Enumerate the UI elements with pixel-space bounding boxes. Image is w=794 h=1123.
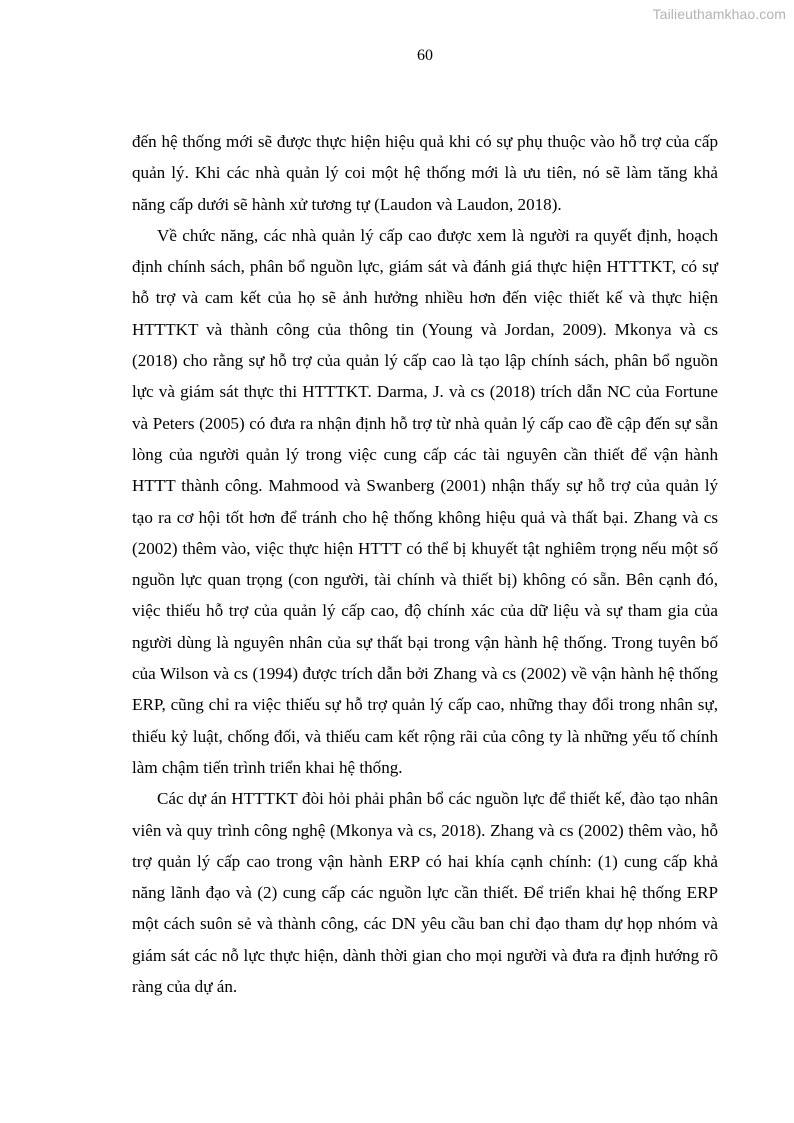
watermark: Tailieuthamkhao.com bbox=[652, 6, 786, 22]
page-number: 60 bbox=[417, 47, 433, 64]
paragraph-1: đến hệ thống mới sẽ được thực hiện hiệu quả khi có sự phụ thuộc vào hỗ trợ của cấp quản lý. Khi các nhà quản lý coi một hệ thống mới là ưu tiên, nó sẽ làm tăng khả năng cấp dưới sẽ hành xử tương tự (Laudon và Laudon, 2018). bbox=[132, 132, 718, 214]
paragraph-3: Các dự án HTTTKT đòi hỏi phải phân bổ các nguồn lực để thiết kế, đào tạo nhân viên và quy trình công nghệ (Mkonya và cs, 2018). Zhang và cs (2002) thêm vào, hỗ trợ quản lý cấp cao trong vận hành ERP có hai khía cạnh chính: (1) cung cấp khả năng lãnh đạo và (2) cung cấp các nguồn lực cần thiết. Để triển khai hệ thống ERP một cách suôn sẻ và thành công, các DN yêu cầu ban chỉ đạo tham dự họp nhóm và giám sát các nỗ lực thực hiện, dành thời gian cho mọi người và đưa ra định hướng rõ ràng của dự án. bbox=[132, 789, 718, 997]
document-body bbox=[132, 126, 718, 1002]
paragraph-2: Về chức năng, các nhà quản lý cấp cao được xem là người ra quyết định, hoạch định chính sách, phân bổ nguồn lực, giám sát và đánh giá thực hiện HTTTKT, có sự hỗ trợ và cam kết của họ sẽ ảnh hưởng nhiều hơn đến việc thiết kế và thực hiện HTTTKT và thành công của thông tin (Young và Jordan, 2009). Mkonya và cs (2018) cho rằng sự hỗ trợ của quản lý cấp cao là tạo lập chính sách, phân bổ nguồn lực và giám sát thực thi HTTTKT. Darma, J. và cs (2018) trích dẫn NC của Fortune và Peters (2005) có đưa ra nhận định hỗ trợ từ nhà quản lý cấp cao đề cập đến sự sẵn lòng của người quản lý trong việc cung cấp các tài nguyên cần thiết để vận hành HTTT thành công. Mahmood và Swanberg (2001) nhận thấy sự hỗ trợ của quản lý tạo ra cơ hội tốt hơn để tránh cho hệ thống không hiệu quả và thất bại. Zhang và cs (2002) thêm vào, việc thực hiện HTTT có thể bị khuyết tật nghiêm trọng nếu một số nguồn lực quan trọng (con người, tài chính và thiết bị) không có sẵn. Bên cạnh đó, việc thiếu hỗ trợ của quản lý cấp cao, độ chính xác của dữ liệu và sự tham gia của người dùng là nguyên nhân của sự thất bại trong vận hành hệ thống. Trong tuyên bố của Wilson và cs (1994) được trích dẫn bởi Zhang và cs (2002) về vận hành hệ thống ERP, cũng chỉ ra việc thiếu sự hỗ trợ quản lý cấp cao, những thay đổi trong nhân sự, thiếu kỷ luật, chống đối, và thiếu cam kết rộng rãi của công ty là những yếu tố chính làm chậm tiến trình triển khai hệ thống. bbox=[132, 225, 718, 777]
